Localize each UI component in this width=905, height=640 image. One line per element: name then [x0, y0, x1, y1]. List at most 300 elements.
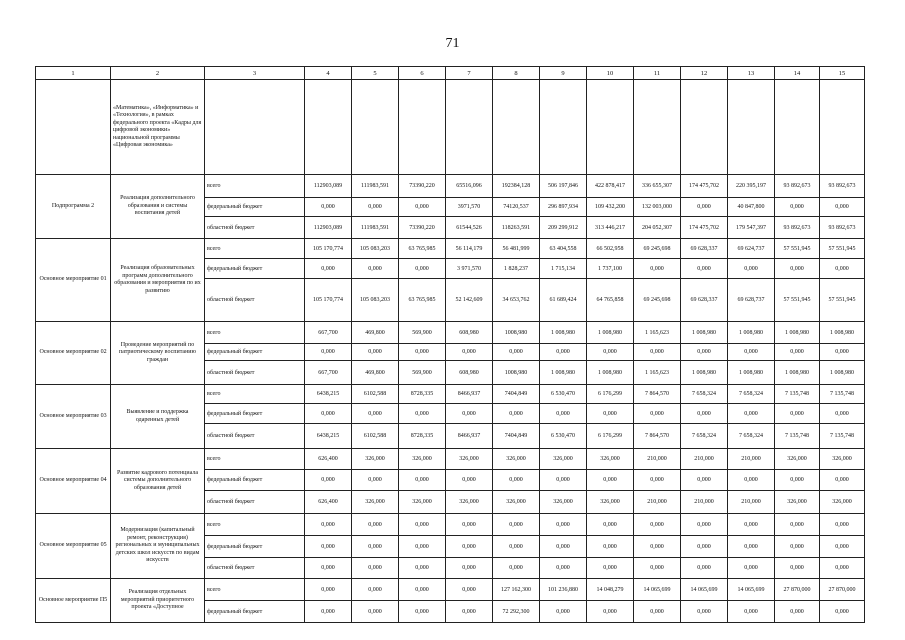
- amount-cell: 422 878,417: [587, 175, 634, 198]
- amount-cell: 7 135,748: [820, 385, 865, 404]
- amount-cell: 626,400: [305, 491, 352, 514]
- amount-cell: 220 395,197: [728, 175, 775, 198]
- amount-cell: 57 551,945: [820, 279, 865, 322]
- amount-cell: 8728,335: [399, 424, 446, 449]
- amount-cell: 6 176,299: [587, 385, 634, 404]
- amount-cell: 0,000: [820, 536, 865, 558]
- amount-cell: 469,800: [352, 322, 399, 344]
- amount-cell: 6102,588: [352, 424, 399, 449]
- amount-cell: 0,000: [681, 259, 728, 279]
- amount-cell: 7404,849: [493, 424, 540, 449]
- amount-cell: 0,000: [587, 404, 634, 424]
- amount-cell: 56 481,999: [493, 239, 540, 259]
- amount-cell: 667,700: [305, 361, 352, 385]
- amount-cell: 111983,591: [352, 175, 399, 198]
- amount-cell: 0,000: [399, 404, 446, 424]
- amount-cell: 0,000: [634, 344, 681, 361]
- amount-cell: 326,000: [399, 449, 446, 470]
- amount-cell: 73390,220: [399, 217, 446, 239]
- table-row: [36, 385, 865, 404]
- amount-cell: 1 008,980: [775, 322, 820, 344]
- intro-name-cell: [36, 80, 111, 175]
- funding-source: областной бюджет: [205, 217, 305, 239]
- program-description: Реализация дополнительного образования и системы воспитания детей: [111, 175, 205, 239]
- amount-cell: 14 065,699: [634, 579, 681, 601]
- amount-cell: 0,000: [587, 514, 634, 536]
- amount-cell: 209 299,912: [540, 217, 587, 239]
- amount-cell: 0,000: [587, 470, 634, 491]
- column-number-11: 11: [634, 67, 681, 80]
- column-number-row: [36, 67, 865, 80]
- amount-cell: 0,000: [399, 601, 446, 623]
- program-description: Модернизация (капитальный ремонт, реконструкция) региональных и муниципальных детских школ искусств по видам искусств: [111, 514, 205, 579]
- amount-cell: 0,000: [493, 404, 540, 424]
- funding-source: всего: [205, 385, 305, 404]
- amount-cell: 0,000: [820, 514, 865, 536]
- amount-cell: 0,000: [728, 514, 775, 536]
- amount-cell: 0,000: [775, 536, 820, 558]
- amount-cell: 69 628,337: [681, 279, 728, 322]
- amount-cell: 0,000: [728, 601, 775, 623]
- amount-cell: 326,000: [775, 491, 820, 514]
- program-description: Проведение мероприятий по патриотическому воспитанию граждан: [111, 322, 205, 385]
- amount-cell: 0,000: [728, 536, 775, 558]
- amount-cell: 6438,215: [305, 424, 352, 449]
- amount-cell: 0,000: [305, 514, 352, 536]
- amount-cell: 73390,220: [399, 175, 446, 198]
- amount-cell: 118263,591: [493, 217, 540, 239]
- amount-cell: 0,000: [446, 558, 493, 579]
- amount-cell: 8728,335: [399, 385, 446, 404]
- funding-source: областной бюджет: [205, 424, 305, 449]
- amount-cell: 0,000: [540, 536, 587, 558]
- amount-cell: 469,800: [352, 361, 399, 385]
- amount-cell: 7 658,324: [728, 424, 775, 449]
- amount-cell: 336 655,307: [634, 175, 681, 198]
- amount-cell: 1 008,980: [540, 322, 587, 344]
- amount-cell: 0,000: [305, 344, 352, 361]
- amount-cell: 1 715,134: [540, 259, 587, 279]
- amount-cell: 7404,849: [493, 385, 540, 404]
- amount-cell: 0,000: [305, 601, 352, 623]
- amount-cell: 326,000: [540, 449, 587, 470]
- amount-cell: 7 658,324: [681, 424, 728, 449]
- amount-cell: 64 765,858: [587, 279, 634, 322]
- amount-cell: 1 008,980: [540, 361, 587, 385]
- amount-cell: 0,000: [352, 558, 399, 579]
- column-number-15: 15: [820, 67, 865, 80]
- amount-cell: 0,000: [728, 259, 775, 279]
- amount-cell: 63 404,558: [540, 239, 587, 259]
- amount-cell: 0,000: [352, 601, 399, 623]
- amount-cell: 105 083,203: [352, 239, 399, 259]
- column-number-14: 14: [775, 67, 820, 80]
- amount-cell: 0,000: [728, 404, 775, 424]
- amount-cell: 8466,937: [446, 385, 493, 404]
- amount-cell: 192384,128: [493, 175, 540, 198]
- amount-cell: 326,000: [587, 491, 634, 514]
- amount-cell: 7 135,748: [820, 424, 865, 449]
- amount-cell: 0,000: [493, 470, 540, 491]
- amount-cell: 14 048,279: [587, 579, 634, 601]
- amount-cell: 0,000: [775, 470, 820, 491]
- amount-cell: 210,000: [634, 449, 681, 470]
- amount-cell: 1008,980: [493, 322, 540, 344]
- amount-cell: 1 008,980: [587, 322, 634, 344]
- amount-cell: 326,000: [775, 449, 820, 470]
- amount-cell: 0,000: [634, 514, 681, 536]
- program-description: Развитие кадрового потенциала системы дополнительного образования детей: [111, 449, 205, 514]
- amount-cell: 0,000: [820, 470, 865, 491]
- amount-cell: 0,000: [352, 536, 399, 558]
- amount-cell: 7 658,324: [728, 385, 775, 404]
- amount-cell: 112903,089: [305, 217, 352, 239]
- amount-cell: 0,000: [820, 198, 865, 217]
- amount-cell: 93 892,673: [820, 175, 865, 198]
- amount-cell: 0,000: [728, 558, 775, 579]
- program-name: Основное мероприятие 02: [36, 322, 111, 385]
- amount-cell: 0,000: [305, 470, 352, 491]
- amount-cell: 326,000: [399, 491, 446, 514]
- amount-cell: 0,000: [728, 344, 775, 361]
- amount-cell: 296 897,934: [540, 198, 587, 217]
- amount-cell: 111983,591: [352, 217, 399, 239]
- amount-cell: 0,000: [775, 404, 820, 424]
- funding-source: областной бюджет: [205, 361, 305, 385]
- amount-cell: 0,000: [399, 259, 446, 279]
- amount-cell: 6 176,299: [587, 424, 634, 449]
- funding-source: федеральный бюджет: [205, 344, 305, 361]
- amount-cell: 1 737,100: [587, 259, 634, 279]
- amount-cell: 0,000: [820, 558, 865, 579]
- amount-cell: 1 008,980: [587, 361, 634, 385]
- amount-cell: 0,000: [775, 198, 820, 217]
- amount-cell: 0,000: [352, 259, 399, 279]
- amount-cell: 0,000: [352, 404, 399, 424]
- amount-cell: 63 765,985: [399, 279, 446, 322]
- amount-cell: 61 689,424: [540, 279, 587, 322]
- amount-cell: 0,000: [681, 344, 728, 361]
- table-body: [36, 80, 865, 623]
- amount-cell: 608,980: [446, 322, 493, 344]
- program-name: Подпрограмма 2: [36, 175, 111, 239]
- amount-cell: 105 170,774: [305, 239, 352, 259]
- amount-cell: 0,000: [540, 404, 587, 424]
- amount-cell: 174 475,702: [681, 175, 728, 198]
- amount-cell: 65516,096: [446, 175, 493, 198]
- amount-cell: 0,000: [540, 470, 587, 491]
- amount-cell: 69 245,698: [634, 239, 681, 259]
- amount-cell: 93 892,673: [775, 217, 820, 239]
- amount-cell: 7 135,748: [775, 424, 820, 449]
- amount-cell: 0,000: [399, 470, 446, 491]
- amount-cell: 61544,526: [446, 217, 493, 239]
- amount-cell: 0,000: [775, 558, 820, 579]
- amount-cell: 69 245,698: [634, 279, 681, 322]
- table-row: [36, 449, 865, 470]
- amount-cell: 0,000: [820, 259, 865, 279]
- program-name: Основное мероприятие 03: [36, 385, 111, 449]
- amount-cell: 52 142,609: [446, 279, 493, 322]
- program-description: Реализация отдельных мероприятий приоритетного проекта «Доступное: [111, 579, 205, 623]
- amount-cell: 112903,089: [305, 175, 352, 198]
- amount-cell: 0,000: [634, 404, 681, 424]
- amount-cell: 1 008,980: [820, 322, 865, 344]
- amount-cell: 0,000: [681, 514, 728, 536]
- amount-cell: 0,000: [399, 198, 446, 217]
- amount-cell: 0,000: [399, 558, 446, 579]
- column-number-6: 6: [399, 67, 446, 80]
- amount-cell: 0,000: [446, 536, 493, 558]
- amount-cell: 0,000: [446, 514, 493, 536]
- budget-table: [35, 66, 865, 623]
- amount-cell: 0,000: [352, 514, 399, 536]
- amount-cell: 56 114,179: [446, 239, 493, 259]
- funding-source: областной бюджет: [205, 558, 305, 579]
- amount-cell: 66 502,958: [587, 239, 634, 259]
- amount-cell: 1 008,980: [681, 361, 728, 385]
- amount-cell: 14 065,699: [728, 579, 775, 601]
- amount-cell: 0,000: [399, 579, 446, 601]
- amount-cell: 105 170,774: [305, 279, 352, 322]
- amount-cell: 0,000: [634, 470, 681, 491]
- amount-cell: 1 165,623: [634, 322, 681, 344]
- column-number-13: 13: [728, 67, 775, 80]
- amount-cell: 0,000: [305, 558, 352, 579]
- amount-cell: 6438,215: [305, 385, 352, 404]
- amount-cell: 0,000: [634, 558, 681, 579]
- amount-cell: 6 530,470: [540, 424, 587, 449]
- amount-cell: 1008,980: [493, 361, 540, 385]
- amount-cell: 204 052,307: [634, 217, 681, 239]
- amount-cell: 0,000: [305, 259, 352, 279]
- amount-cell: 210,000: [728, 449, 775, 470]
- amount-cell: 0,000: [352, 344, 399, 361]
- intro-description: «Математика», «Информатика» и «Технология», в рамках федерального проекта «Кадры для цифровой экономики» национальной программы «Цифровая экономика»: [111, 80, 205, 175]
- amount-cell: 0,000: [446, 344, 493, 361]
- amount-cell: 0,000: [399, 536, 446, 558]
- amount-cell: 326,000: [352, 491, 399, 514]
- amount-cell: 93 892,673: [775, 175, 820, 198]
- amount-cell: 667,700: [305, 322, 352, 344]
- amount-cell: 7 135,748: [775, 385, 820, 404]
- amount-cell: 6 530,470: [540, 385, 587, 404]
- amount-cell: 69 624,737: [728, 239, 775, 259]
- amount-cell: 0,000: [775, 601, 820, 623]
- amount-cell: 0,000: [352, 579, 399, 601]
- amount-cell: 63 765,985: [399, 239, 446, 259]
- amount-cell: 0,000: [540, 514, 587, 536]
- amount-cell: 0,000: [775, 344, 820, 361]
- amount-cell: 210,000: [681, 491, 728, 514]
- amount-cell: 40 847,800: [728, 198, 775, 217]
- column-number-1: 1: [36, 67, 111, 80]
- amount-cell: 0,000: [493, 514, 540, 536]
- amount-cell: 0,000: [493, 536, 540, 558]
- amount-cell: 74120,537: [493, 198, 540, 217]
- amount-cell: 0,000: [681, 198, 728, 217]
- amount-cell: 57 551,945: [775, 279, 820, 322]
- amount-cell: 69 628,737: [728, 279, 775, 322]
- amount-cell: 0,000: [681, 536, 728, 558]
- column-number-7: 7: [446, 67, 493, 80]
- amount-cell: 0,000: [775, 514, 820, 536]
- amount-cell: 0,000: [681, 558, 728, 579]
- column-number-2: 2: [111, 67, 205, 80]
- table-row: [36, 322, 865, 344]
- amount-cell: 57 551,945: [775, 239, 820, 259]
- amount-cell: 0,000: [446, 579, 493, 601]
- amount-cell: 0,000: [352, 198, 399, 217]
- amount-cell: 0,000: [634, 601, 681, 623]
- amount-cell: 210,000: [681, 449, 728, 470]
- amount-cell: 27 870,000: [820, 579, 865, 601]
- amount-cell: 72 292,300: [493, 601, 540, 623]
- amount-cell: 326,000: [820, 449, 865, 470]
- amount-cell: 0,000: [493, 558, 540, 579]
- intro-source-cell: [205, 80, 305, 175]
- intro-row: [36, 80, 865, 175]
- amount-cell: 0,000: [775, 259, 820, 279]
- amount-cell: 34 653,762: [493, 279, 540, 322]
- funding-source: федеральный бюджет: [205, 536, 305, 558]
- amount-cell: 1 008,980: [681, 322, 728, 344]
- amount-cell: 1 008,980: [728, 322, 775, 344]
- amount-cell: 109 432,200: [587, 198, 634, 217]
- amount-cell: 0,000: [540, 601, 587, 623]
- amount-cell: 0,000: [681, 404, 728, 424]
- amount-cell: 0,000: [587, 601, 634, 623]
- amount-cell: 326,000: [446, 449, 493, 470]
- amount-cell: 0,000: [305, 579, 352, 601]
- table-row: [36, 579, 865, 601]
- column-number-5: 5: [352, 67, 399, 80]
- funding-source: всего: [205, 449, 305, 470]
- amount-cell: 0,000: [540, 558, 587, 579]
- funding-source: областной бюджет: [205, 279, 305, 322]
- funding-source: федеральный бюджет: [205, 470, 305, 491]
- amount-cell: 27 870,000: [775, 579, 820, 601]
- amount-cell: 0,000: [446, 601, 493, 623]
- amount-cell: 69 628,337: [681, 239, 728, 259]
- amount-cell: 569,900: [399, 361, 446, 385]
- funding-source: областной бюджет: [205, 491, 305, 514]
- amount-cell: 3971,570: [446, 198, 493, 217]
- program-name: Основное мероприятие 05: [36, 514, 111, 579]
- amount-cell: 105 083,203: [352, 279, 399, 322]
- amount-cell: 326,000: [493, 491, 540, 514]
- amount-cell: 1 165,623: [634, 361, 681, 385]
- amount-cell: 313 446,217: [587, 217, 634, 239]
- amount-cell: 0,000: [820, 344, 865, 361]
- amount-cell: 7 864,570: [634, 424, 681, 449]
- amount-cell: 0,000: [681, 601, 728, 623]
- amount-cell: 0,000: [493, 344, 540, 361]
- column-number-8: 8: [493, 67, 540, 80]
- funding-source: всего: [205, 579, 305, 601]
- program-name: Основное мероприятие 01: [36, 239, 111, 322]
- amount-cell: 0,000: [728, 470, 775, 491]
- amount-cell: 1 008,980: [728, 361, 775, 385]
- table-row: [36, 175, 865, 198]
- amount-cell: 326,000: [820, 491, 865, 514]
- program-description: Выявление и поддержка одаренных детей: [111, 385, 205, 449]
- amount-cell: 569,900: [399, 322, 446, 344]
- amount-cell: 0,000: [634, 259, 681, 279]
- amount-cell: 0,000: [305, 198, 352, 217]
- column-number-3: 3: [205, 67, 305, 80]
- table-row: [36, 239, 865, 259]
- amount-cell: 210,000: [634, 491, 681, 514]
- amount-cell: 506 197,846: [540, 175, 587, 198]
- amount-cell: 93 892,673: [820, 217, 865, 239]
- column-number-12: 12: [681, 67, 728, 80]
- amount-cell: 0,000: [820, 601, 865, 623]
- amount-cell: 0,000: [305, 404, 352, 424]
- program-name: Основное мероприятие 04: [36, 449, 111, 514]
- column-number-4: 4: [305, 67, 352, 80]
- amount-cell: 7 864,570: [634, 385, 681, 404]
- amount-cell: 0,000: [305, 536, 352, 558]
- amount-cell: 0,000: [820, 404, 865, 424]
- amount-cell: 0,000: [399, 344, 446, 361]
- amount-cell: 1 008,980: [820, 361, 865, 385]
- amount-cell: 0,000: [587, 344, 634, 361]
- amount-cell: 326,000: [446, 491, 493, 514]
- amount-cell: 132 003,000: [634, 198, 681, 217]
- amount-cell: 326,000: [587, 449, 634, 470]
- funding-source: всего: [205, 175, 305, 198]
- amount-cell: 326,000: [540, 491, 587, 514]
- amount-cell: 0,000: [540, 344, 587, 361]
- amount-cell: 14 065,699: [681, 579, 728, 601]
- column-number-10: 10: [587, 67, 634, 80]
- column-number-9: 9: [540, 67, 587, 80]
- funding-source: федеральный бюджет: [205, 601, 305, 623]
- funding-source: федеральный бюджет: [205, 259, 305, 279]
- amount-cell: 0,000: [587, 536, 634, 558]
- amount-cell: 8466,937: [446, 424, 493, 449]
- page-number: 71: [445, 36, 460, 51]
- funding-source: всего: [205, 322, 305, 344]
- amount-cell: 0,000: [399, 514, 446, 536]
- amount-cell: 0,000: [634, 536, 681, 558]
- amount-cell: 127 162,300: [493, 579, 540, 601]
- amount-cell: 101 236,880: [540, 579, 587, 601]
- amount-cell: 57 551,945: [820, 239, 865, 259]
- amount-cell: 210,000: [728, 491, 775, 514]
- amount-cell: 6102,588: [352, 385, 399, 404]
- amount-cell: 326,000: [352, 449, 399, 470]
- funding-source: федеральный бюджет: [205, 404, 305, 424]
- amount-cell: 1 828,237: [493, 259, 540, 279]
- funding-source: всего: [205, 239, 305, 259]
- program-description: Реализация образовательных программ дополнительного образования и мероприятия по их развитию: [111, 239, 205, 322]
- amount-cell: 0,000: [446, 404, 493, 424]
- funding-source: федеральный бюджет: [205, 198, 305, 217]
- amount-cell: 0,000: [681, 470, 728, 491]
- amount-cell: 626,400: [305, 449, 352, 470]
- amount-cell: 0,000: [587, 558, 634, 579]
- program-name: Основное мероприятие П5: [36, 579, 111, 623]
- amount-cell: 0,000: [352, 470, 399, 491]
- funding-source: всего: [205, 514, 305, 536]
- amount-cell: 3 971,570: [446, 259, 493, 279]
- amount-cell: 174 475,702: [681, 217, 728, 239]
- amount-cell: 326,000: [493, 449, 540, 470]
- amount-cell: 179 547,397: [728, 217, 775, 239]
- table-row: [36, 514, 865, 536]
